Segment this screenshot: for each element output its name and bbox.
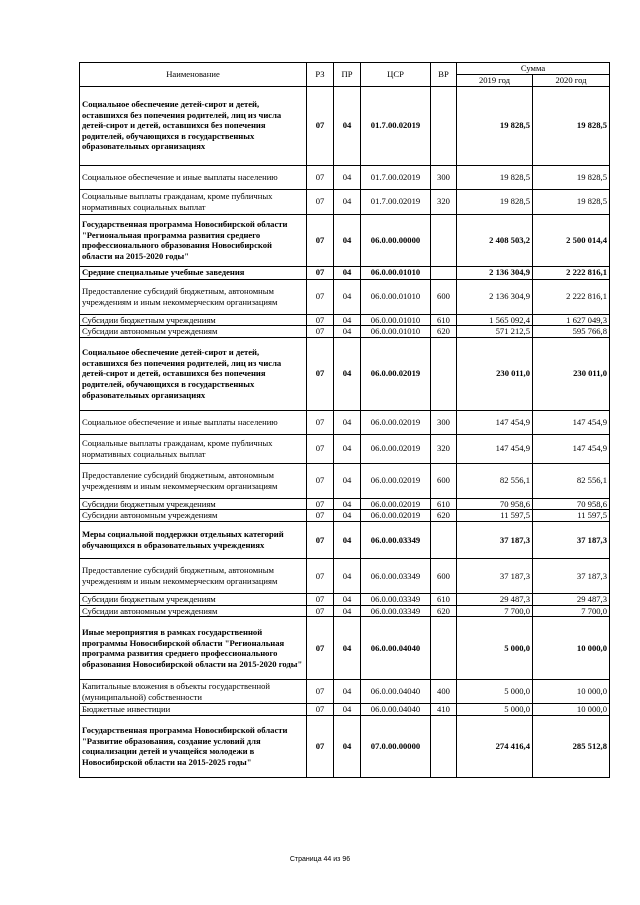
cell-rz: 07 [307,434,334,463]
cell-csr: 01.7.00.02019 [361,165,431,189]
cell-name: Бюджетные инвестиции [80,704,307,716]
cell-y2019: 147 454,9 [457,410,533,434]
cell-y2019: 5 000,0 [457,680,533,704]
cell-y2019: 82 556,1 [457,463,533,498]
cell-csr: 06.0.00.03349 [361,558,431,593]
cell-rz: 07 [307,86,334,165]
cell-name: Субсидии бюджетным учреждениям [80,498,307,510]
header-csr: ЦСР [361,63,431,87]
cell-pr: 04 [334,704,361,716]
cell-vr: 620 [431,326,457,338]
cell-vr: 600 [431,279,457,314]
table-row [80,410,610,434]
cell-y2020: 19 828,5 [533,86,610,165]
cell-rz: 07 [307,680,334,704]
cell-y2019: 2 136 304,9 [457,266,533,279]
cell-y2020: 2 222 816,1 [533,266,610,279]
cell-pr: 04 [334,498,361,510]
table-row [80,605,610,617]
cell-name: Предоставление субсидий бюджетным, автономным учреждениям и иным некоммерческим организациям [80,463,307,498]
cell-name: Меры социальной поддержки отдельных категорий обучающихся в образовательных учреждениях [80,521,307,558]
table-row [80,279,610,314]
header-2020: 2020 год [533,74,610,86]
cell-pr: 04 [334,593,361,605]
cell-csr: 06.0.00.04040 [361,704,431,716]
cell-y2019: 19 828,5 [457,189,533,214]
cell-name: Социальное обеспечение и иные выплаты населению [80,165,307,189]
cell-rz: 07 [307,715,334,777]
cell-y2019: 37 187,3 [457,521,533,558]
cell-pr: 04 [334,165,361,189]
cell-vr [431,337,457,410]
cell-rz: 07 [307,165,334,189]
table-row [80,715,610,777]
table-row [80,680,610,704]
cell-pr: 04 [334,214,361,266]
cell-csr: 01.7.00.02019 [361,189,431,214]
cell-y2019: 274 416,4 [457,715,533,777]
cell-csr: 06.0.00.03349 [361,521,431,558]
cell-vr [431,86,457,165]
cell-name: Государственная программа Новосибирской области "Региональная программа развития среднего профессионального образования Новосибирской области на 2015-2020 годы" [80,214,307,266]
cell-y2020: 595 766,8 [533,326,610,338]
cell-y2019: 37 187,3 [457,558,533,593]
table-row [80,189,610,214]
page-number: Страница 44 из 96 [289,856,351,863]
cell-rz: 07 [307,214,334,266]
cell-y2019: 2 408 503,2 [457,214,533,266]
cell-vr: 610 [431,498,457,510]
cell-csr: 06.0.00.02019 [361,510,431,522]
cell-y2020: 147 454,9 [533,410,610,434]
cell-pr: 04 [334,510,361,522]
cell-y2019: 19 828,5 [457,165,533,189]
cell-name: Субсидии автономным учреждениям [80,605,307,617]
cell-vr: 620 [431,510,457,522]
header-rz: РЗ [307,63,334,87]
cell-y2019: 5 000,0 [457,704,533,716]
cell-name: Социальное обеспечение детей-сирот и детей, оставшихся без попечения родителей, лиц из числа детей-сирот и детей, оставшихся без попечения родителей, обучающихся в государственных образовательных организациях [80,86,307,165]
cell-rz: 07 [307,463,334,498]
cell-pr: 04 [334,680,361,704]
cell-vr: 320 [431,189,457,214]
table-header [80,63,610,87]
cell-name: Предоставление субсидий бюджетным, автономным учреждениям и иным некоммерческим организациям [80,279,307,314]
cell-y2020: 7 700,0 [533,605,610,617]
cell-rz: 07 [307,337,334,410]
cell-rz: 07 [307,279,334,314]
cell-csr: 06.0.00.02019 [361,410,431,434]
cell-rz: 07 [307,498,334,510]
cell-vr: 600 [431,463,457,498]
cell-vr [431,266,457,279]
cell-rz: 07 [307,510,334,522]
cell-rz: 07 [307,704,334,716]
cell-csr: 06.0.00.02019 [361,498,431,510]
cell-csr: 06.0.00.01010 [361,326,431,338]
table-row [80,434,610,463]
budget-table [79,62,610,778]
table-row [80,86,610,165]
cell-vr [431,521,457,558]
cell-vr: 620 [431,605,457,617]
header-pr: ПР [334,63,361,87]
cell-pr: 04 [334,410,361,434]
cell-y2020: 230 011,0 [533,337,610,410]
cell-pr: 04 [334,463,361,498]
cell-csr: 06.0.00.04040 [361,617,431,680]
cell-vr: 600 [431,558,457,593]
cell-pr: 04 [334,337,361,410]
cell-csr: 06.0.00.02019 [361,463,431,498]
cell-name: Субсидии автономным учреждениям [80,326,307,338]
cell-vr: 400 [431,680,457,704]
table-row [80,314,610,326]
cell-csr: 01.7.00.02019 [361,86,431,165]
cell-y2020: 147 454,9 [533,434,610,463]
cell-vr [431,214,457,266]
cell-pr: 04 [334,266,361,279]
header-2019: 2019 год [457,74,533,86]
cell-y2019: 2 136 304,9 [457,279,533,314]
cell-y2020: 2 222 816,1 [533,279,610,314]
cell-pr: 04 [334,715,361,777]
table-row [80,266,610,279]
cell-y2019: 70 958,6 [457,498,533,510]
cell-y2020: 10 000,0 [533,704,610,716]
cell-y2020: 1 627 049,3 [533,314,610,326]
table-row [80,337,610,410]
cell-csr: 06.0.00.00000 [361,214,431,266]
cell-y2019: 5 000,0 [457,617,533,680]
table-row [80,704,610,716]
cell-pr: 04 [334,605,361,617]
table-row [80,593,610,605]
cell-y2019: 11 597,5 [457,510,533,522]
cell-y2020: 29 487,3 [533,593,610,605]
table-row [80,510,610,522]
cell-rz: 07 [307,326,334,338]
cell-pr: 04 [334,617,361,680]
cell-rz: 07 [307,605,334,617]
cell-csr: 06.0.00.01010 [361,314,431,326]
cell-y2020: 70 958,6 [533,498,610,510]
table-row [80,617,610,680]
cell-rz: 07 [307,189,334,214]
cell-csr: 06.0.00.01010 [361,266,431,279]
cell-csr: 06.0.00.03349 [361,605,431,617]
cell-vr: 610 [431,593,457,605]
cell-y2020: 10 000,0 [533,617,610,680]
cell-name: Социальное обеспечение детей-сирот и детей, оставшихся без попечения родителей, лиц из числа детей-сирот и детей, оставшихся без попечения родителей, обучающихся в государственных образовательных организациях [80,337,307,410]
cell-y2019: 1 565 092,4 [457,314,533,326]
table-row [80,558,610,593]
table-row [80,498,610,510]
cell-vr [431,715,457,777]
header-vr: ВР [431,63,457,87]
cell-y2020: 285 512,8 [533,715,610,777]
cell-y2020: 37 187,3 [533,558,610,593]
table-row [80,326,610,338]
cell-pr: 04 [334,558,361,593]
cell-csr: 06.0.00.03349 [361,593,431,605]
cell-name: Государственная программа Новосибирской области "Развитие образования, создание условий для социализации детей и учащейся молодежи в Новосибирской области на 2015-2025 годы" [80,715,307,777]
cell-y2020: 82 556,1 [533,463,610,498]
header-name: Наименование [80,63,307,87]
cell-rz: 07 [307,410,334,434]
cell-rz: 07 [307,617,334,680]
cell-name: Средние специальные учебные заведения [80,266,307,279]
table-row [80,165,610,189]
cell-rz: 07 [307,558,334,593]
cell-name: Субсидии бюджетным учреждениям [80,314,307,326]
cell-name: Субсидии автономным учреждениям [80,510,307,522]
cell-y2019: 147 454,9 [457,434,533,463]
cell-vr: 300 [431,165,457,189]
cell-pr: 04 [334,279,361,314]
cell-csr: 06.0.00.04040 [361,680,431,704]
cell-y2020: 37 187,3 [533,521,610,558]
cell-pr: 04 [334,189,361,214]
cell-pr: 04 [334,86,361,165]
cell-rz: 07 [307,266,334,279]
cell-vr: 410 [431,704,457,716]
table-row [80,463,610,498]
cell-rz: 07 [307,521,334,558]
cell-csr: 07.0.00.00000 [361,715,431,777]
cell-name: Социальные выплаты гражданам, кроме публичных нормативных социальных выплат [80,189,307,214]
cell-vr: 300 [431,410,457,434]
cell-pr: 04 [334,326,361,338]
header-sum: Сумма [457,63,610,75]
table-row [80,214,610,266]
cell-name: Иные мероприятия в рамках государственной программы Новосибирской области "Региональная программа развития среднего профессионального образования Новосибирской области на 2015-2020 годы" [80,617,307,680]
cell-name: Социальные выплаты гражданам, кроме публичных нормативных социальных выплат [80,434,307,463]
cell-csr: 06.0.00.01010 [361,279,431,314]
cell-y2020: 19 828,5 [533,165,610,189]
cell-vr [431,617,457,680]
cell-vr: 610 [431,314,457,326]
cell-y2019: 571 212,5 [457,326,533,338]
cell-csr: 06.0.00.02019 [361,434,431,463]
table-row [80,521,610,558]
cell-y2019: 230 011,0 [457,337,533,410]
cell-y2020: 19 828,5 [533,189,610,214]
table-body [80,86,610,777]
cell-pr: 04 [334,314,361,326]
cell-rz: 07 [307,314,334,326]
cell-y2020: 11 597,5 [533,510,610,522]
cell-name: Социальное обеспечение и иные выплаты населению [80,410,307,434]
cell-name: Капитальные вложения в объекты государственной (муниципальной) собственности [80,680,307,704]
cell-vr: 320 [431,434,457,463]
cell-rz: 07 [307,593,334,605]
cell-y2019: 29 487,3 [457,593,533,605]
cell-y2019: 19 828,5 [457,86,533,165]
cell-name: Предоставление субсидий бюджетным, автономным учреждениям и иным некоммерческим организациям [80,558,307,593]
cell-y2019: 7 700,0 [457,605,533,617]
cell-csr: 06.0.00.02019 [361,337,431,410]
cell-name: Субсидии бюджетным учреждениям [80,593,307,605]
cell-y2020: 10 000,0 [533,680,610,704]
cell-y2020: 2 500 014,4 [533,214,610,266]
cell-pr: 04 [334,434,361,463]
cell-pr: 04 [334,521,361,558]
